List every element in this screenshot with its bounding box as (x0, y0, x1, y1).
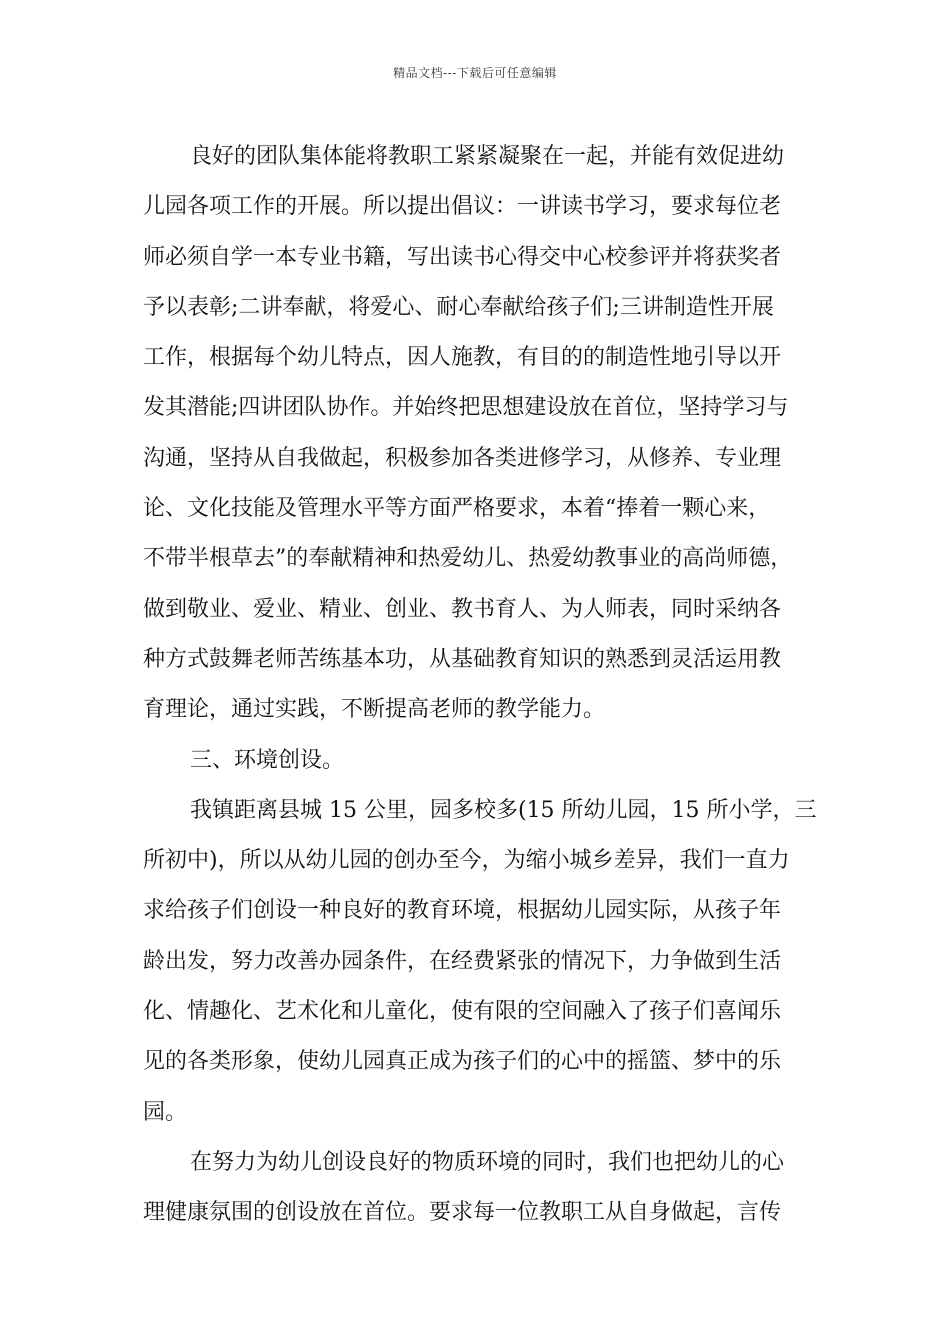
text-line: 发其潜能;四讲团队协作。并始终把思想建设放在首位，坚持学习与 (143, 395, 789, 421)
text-line: 所初中)，所以从幼儿园的创办至今，为缩小城乡差异，我们一直力 (143, 848, 790, 874)
text-line: 求给孩子们创设一种良好的教育环境，根据幼儿园实际，从孩子年 (143, 898, 782, 924)
text-line: 工作，根据每个幼儿特点，因人施教，有目的的制造性地引导以开 (143, 345, 782, 371)
text-line: 不带半根草去”的奉献精神和热爱幼儿、热爱幼教事业的高尚师德， (143, 546, 793, 572)
text-line: 见的各类形象，使幼儿园真正成为孩子们的心中的摇篮、梦中的乐 (143, 1049, 782, 1075)
text-line: 做到敬业、爱业、精业、创业、教书育人、为人师表，同时采纳各 (143, 596, 782, 622)
text-line: 予以表彰;二讲奉献，将爱心、耐心奉献给孩子们;三讲制造性开展 (143, 294, 774, 320)
text-line: 三、环境创设。 (190, 747, 345, 773)
text-line: 儿园各项工作的开展。所以提出倡议：一讲读书学习，要求每位老 (143, 194, 782, 220)
page-header: 精品文档---下载后可任意编辑 (393, 66, 557, 80)
document-body (143, 132, 829, 1239)
text-line: 育理论，通过实践，不断提高老师的教学能力。 (143, 697, 606, 723)
text-line: 种方式鼓舞老师苦练基本功，从基础教育知识的熟悉到灵活运用教 (143, 646, 782, 672)
text-line: 良好的团队集体能将教职工紧紧凝聚在一起，并能有效促进幼 (190, 144, 785, 169)
text-line: 在努力为幼儿创设良好的物质环境的同时，我们也把幼儿的心 (190, 1149, 785, 1175)
text-line: 沟通，坚持从自我做起，积极参加各类进修学习，从修养、专业理 (143, 445, 782, 471)
text-line: 化、情趣化、艺术化和儿童化，使有限的空间融入了孩子们喜闻乐 (143, 999, 782, 1025)
text-line: 师必须自学一本专业书籍，写出读书心得交中心校参评并将获奖者 (143, 244, 782, 270)
text-line: 我镇距离县城 15 公里，园多校多(15 所幼儿园，15 所小学，三 (190, 797, 817, 823)
text-line: 龄出发，努力改善办园条件，在经费紧张的情况下，力争做到生活 (143, 948, 782, 974)
text-line: 论、文化技能及管理水平等方面严格要求，本着“捧着一颗心来， (143, 496, 771, 522)
text-line: 园。 (143, 1099, 188, 1125)
text-line: 理健康氛围的创设放在首位。要求每一位教职工从自身做起，言传 (143, 1200, 782, 1226)
